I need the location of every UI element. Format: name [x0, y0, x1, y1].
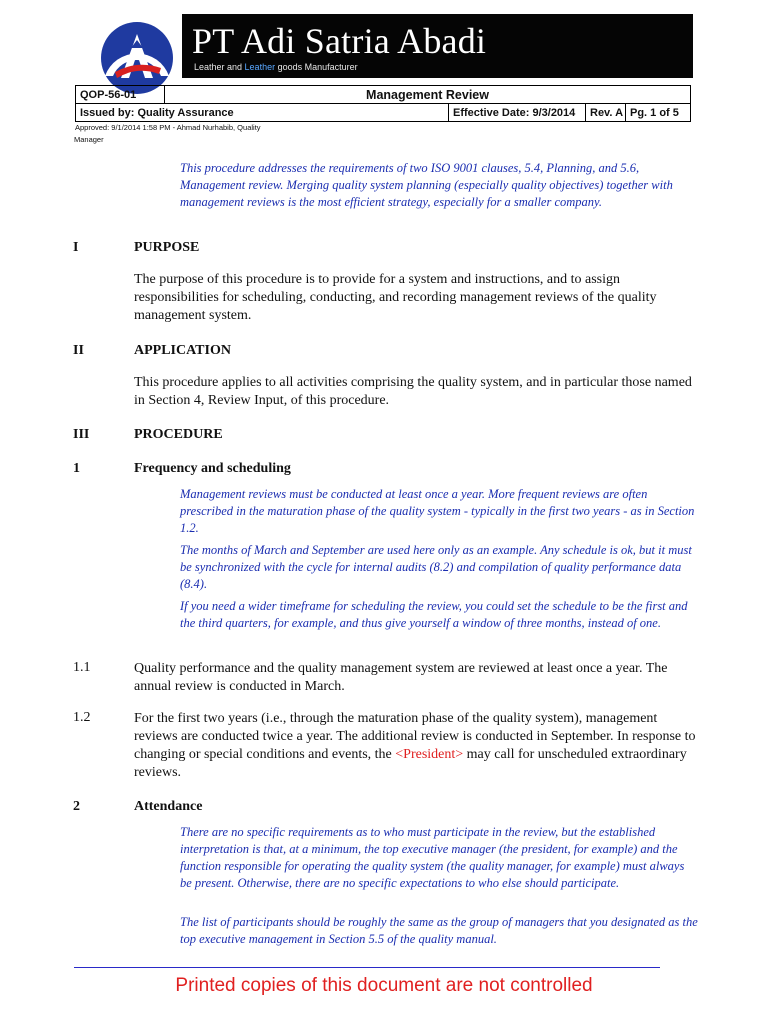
document-id: QOP-56-01 — [76, 86, 165, 104]
subsection-attendance-title: Attendance — [134, 799, 203, 814]
approval-line: Approved: 9/1/2014 1:58 PM - Ahmad Nurhabib, Quality Manager — [75, 121, 690, 146]
attendance-note-1: There are no specific requirements as to who must participate in the review, but the established interpretation is that, at a minimum, the top executive manager (the president, for example) and the function responsible for operating the quality system (the quality manager, for example) must always be present. Otherwise, there are no specific expectations to who else should participate. — [180, 825, 685, 890]
footer-uncontrolled-notice: Printed copies of this document are not controlled — [175, 975, 593, 996]
item-1-1-number: 1.1 — [73, 660, 91, 675]
section-procedure-title: PROCEDURE — [134, 427, 223, 442]
section-application-text: This procedure applies to all activities comprising the quality system, and in particular those named in Section 4, Review Input, of this procedure. — [134, 375, 692, 408]
item-1-1-text: Quality performance and the quality management system are reviewed at least once a year. The annual review is conducted in March. — [134, 661, 668, 694]
intro-note: This procedure addresses the requirements of two ISO 9001 clauses, 5.4, Planning, and 5.6, Management review. Merging quality system planning (especially quality objectives) together with management reviews is the most efficient strategy, especially for a smaller company. — [180, 161, 673, 209]
frequency-note-1: Management reviews must be conducted at least once a year. More frequent reviews are often prescribed in the maturation phase of the quality system - typically in the first two years - as in Section 1.2. — [180, 487, 695, 535]
subsection-frequency-number: 1 — [73, 461, 80, 476]
section-purpose-title: PURPOSE — [134, 240, 200, 255]
section-purpose-number: I — [73, 240, 79, 255]
president-placeholder: <President> — [395, 747, 464, 762]
frequency-note-2: The months of March and September are used here only as an example. Any schedule is ok, but it must be synchronized with the cycle for internal audits (8.2) and compilation of quality performance data (8.4). — [180, 543, 692, 591]
company-logo-icon — [91, 14, 183, 94]
page-number: Pg. 1 of 5 — [626, 104, 691, 122]
effective-date: Effective Date: 9/3/2014 — [449, 104, 586, 122]
attendance-note-2: The list of participants should be roughly the same as the group of managers that you designated as the top executive management in Section 5.5 of the quality manual. — [180, 915, 698, 946]
tagline-highlight: Leather — [244, 62, 276, 72]
company-tagline: Leather and Leather goods Manufacturer — [194, 62, 358, 72]
document-control-table — [75, 85, 690, 122]
item-1-2-number: 1.2 — [73, 710, 91, 725]
frequency-note-3: If you need a wider timeframe for scheduling the review, you could set the schedule to be the first and the third quarters, for example, and thus give yourself a window of three months, instead of one. — [180, 599, 688, 630]
section-purpose-text: The purpose of this procedure is to provide for a system and instructions, and to assign responsibilities for scheduling, conducting, and recording management reviews of the quality management system. — [134, 272, 657, 323]
issued-by: Issued by: Quality Assurance — [76, 104, 449, 122]
revision: Rev. A — [586, 104, 626, 122]
item-1-2-text: For the first two years (i.e., through the maturation phase of the quality system), management reviews are conducted twice a year. The additional review is conducted in September. In response to changing or special conditions and events, the <President> may call for unscheduled extraordinary reviews. — [134, 711, 696, 780]
section-application-number: II — [73, 343, 84, 358]
subsection-frequency-title: Frequency and scheduling — [134, 461, 291, 476]
footer-divider — [74, 967, 660, 968]
section-application-title: APPLICATION — [134, 343, 231, 358]
company-name: PT Adi Satria Abadi — [192, 21, 487, 61]
document-header — [91, 14, 693, 78]
subsection-attendance-number: 2 — [73, 799, 80, 814]
section-procedure-number: III — [73, 427, 90, 442]
document-title: Management Review — [165, 86, 691, 104]
